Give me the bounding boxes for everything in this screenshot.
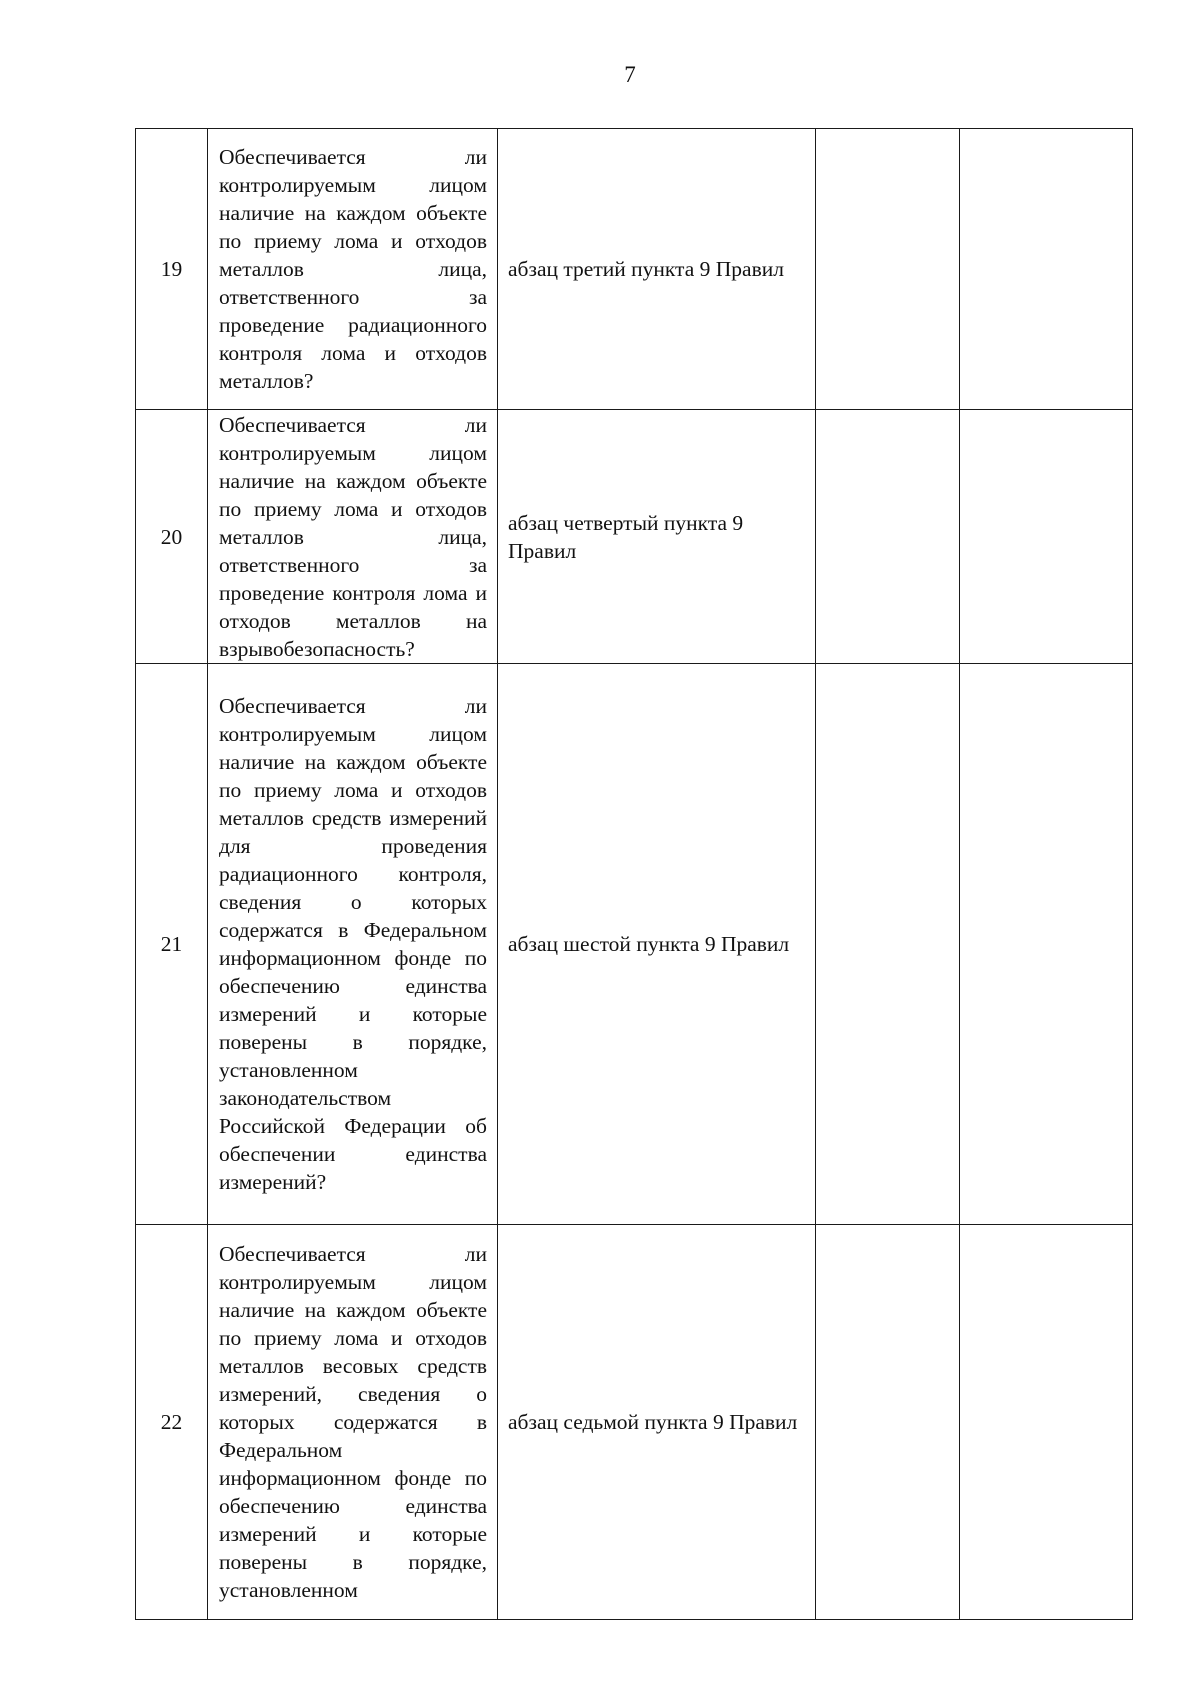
reference-cell: абзац шестой пункта 9 Правил	[498, 664, 816, 1225]
answer-cell	[816, 1225, 960, 1620]
question-cell: Обеспечивается ли контролируемым лицом наличие на каждом объекте по приему лома и отходов металлов лица, ответственного за проведение контроля лома и отходов металлов на взрывобезопасность?	[208, 410, 498, 664]
row-number: 20	[136, 410, 208, 664]
row-number: 22	[136, 1225, 208, 1620]
page-number: 7	[624, 62, 636, 87]
checklist-table	[135, 128, 1133, 1620]
answer-cell	[816, 129, 960, 410]
reference-cell: абзац третий пункта 9 Правил	[498, 129, 816, 410]
table-row	[136, 1225, 1133, 1620]
table-row	[136, 664, 1133, 1225]
question-cell: Обеспечивается ли контролируемым лицом наличие на каждом объекте по приему лома и отходов металлов лица, ответственного за проведение радиационного контроля лома и отходов металлов?	[208, 129, 498, 410]
row-number: 21	[136, 664, 208, 1225]
note-cell	[960, 664, 1133, 1225]
table-row	[136, 129, 1133, 410]
answer-cell	[816, 664, 960, 1225]
reference-cell: абзац седьмой пункта 9 Правил	[498, 1225, 816, 1620]
note-cell	[960, 1225, 1133, 1620]
table-row	[136, 410, 1133, 664]
note-cell	[960, 410, 1133, 664]
note-cell	[960, 129, 1133, 410]
question-cell: Обеспечивается ли контролируемым лицом наличие на каждом объекте по приему лома и отходов металлов весовых средств измерений, сведения о которых содержатся в Федеральном информационном фонде по обеспечению единства измерений и которые поверены в порядке, установленном	[208, 1225, 498, 1620]
row-number: 19	[136, 129, 208, 410]
answer-cell	[816, 410, 960, 664]
reference-cell: абзац четвертый пункта 9 Правил	[498, 410, 816, 664]
question-cell: Обеспечивается ли контролируемым лицом наличие на каждом объекте по приему лома и отходов металлов средств измерений для проведения радиационного контроля, сведения о которых содержатся в Федеральном информационном фонде по обеспечению единства измерений и которые поверены в порядке, установленном законодательством Российской Федерации об обеспечении единства измерений?	[208, 664, 498, 1225]
